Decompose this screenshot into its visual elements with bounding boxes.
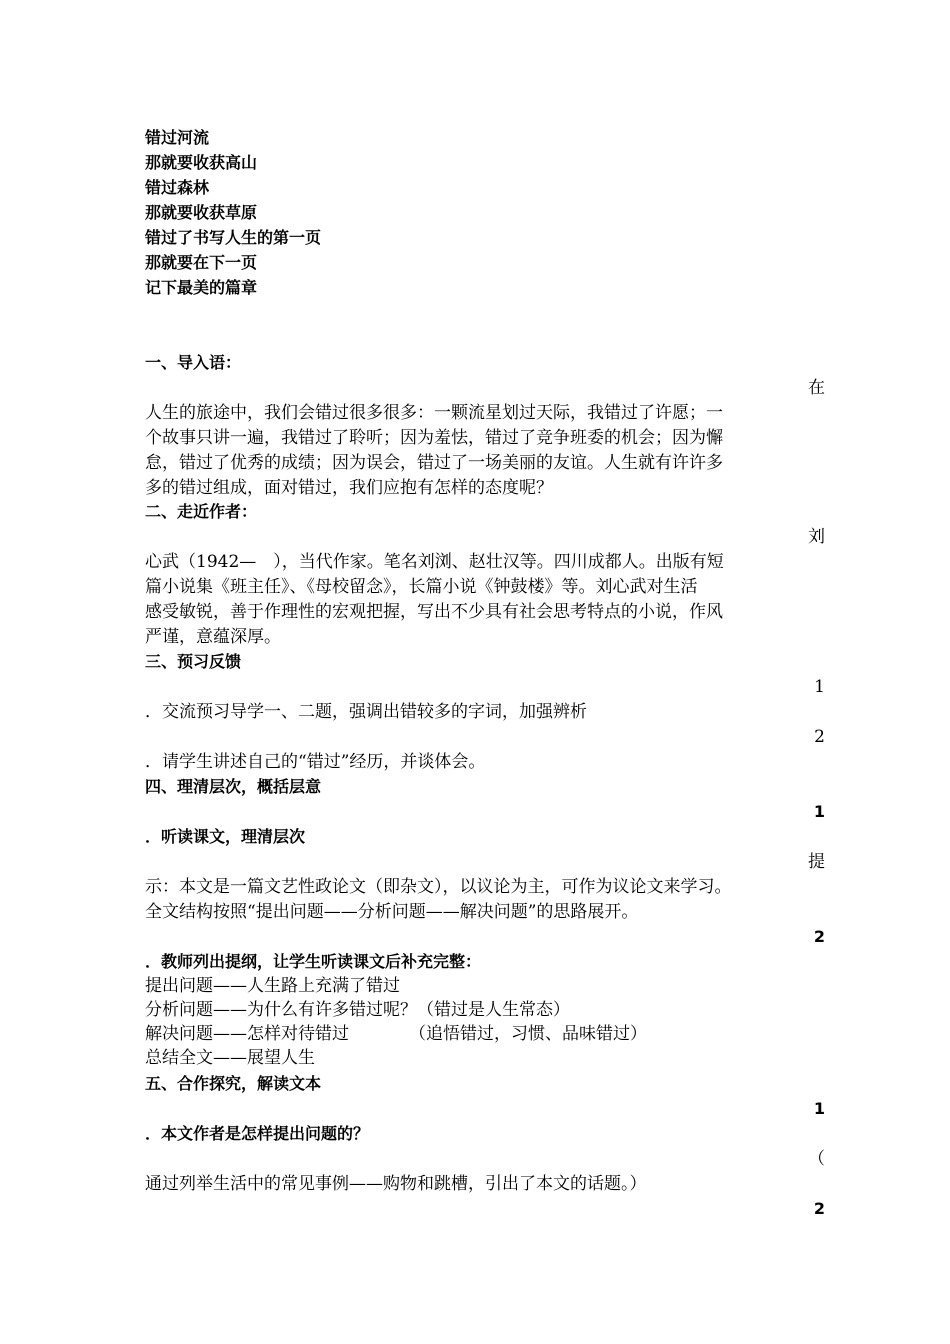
item-number: 2 <box>814 727 825 747</box>
list-item: ．听读课文，理清层次 <box>145 827 306 846</box>
item-number: 2 <box>813 927 825 946</box>
section-heading-explore: 五、合作探究，解读文本 <box>145 1074 322 1093</box>
item-number: 1 <box>813 1099 825 1118</box>
outline-line: 总结全文——展望人生 <box>145 1048 315 1068</box>
paragraph-line: 通过列举生活中的常见事例——购物和跳槽，引出了本文的话题。） <box>145 1174 647 1194</box>
poem-line: 那就要收获高山 <box>145 153 258 172</box>
poem-line: 错过了书写人生的第一页 <box>145 228 322 247</box>
paragraph-lead-char: 刘 <box>808 527 825 547</box>
section-heading-preview: 三、预习反馈 <box>145 652 242 671</box>
paragraph-line: 示：本文是一篇文艺性政论文（即杂文），以议论为主，可作为议论文来学习。 <box>145 877 732 897</box>
item-number: 1 <box>813 802 825 821</box>
paragraph-line: 篇小说集《班主任》、《母校留念》，长篇小说《钟鼓楼》等。刘心武对生活 <box>145 577 698 597</box>
paragraph-line: 感受敏锐，善于作理性的宏观把握，写出不少具有社会思考特点的小说，作风 <box>145 602 723 622</box>
poem-line: 错过森林 <box>145 178 210 197</box>
paragraph-line: 人生的旅途中，我们会错过很多很多：一颗流星划过天际，我错过了许愿；一 <box>145 403 723 423</box>
list-item: ．请学生讲述自己的“错过”经历，并谈体会。 <box>145 752 486 772</box>
section-heading-intro: 一、导入语： <box>145 353 242 372</box>
paragraph-line: 心武（1942— ），当代作家。笔名刘浏、赵壮汉等。四川成都人。出版有短 <box>145 552 724 572</box>
item-number: 2 <box>813 1199 825 1218</box>
outline-note: （追悟错过，习惯、品味错过） <box>409 1024 647 1044</box>
list-item: ．本文作者是怎样提出问题的？ <box>145 1124 370 1143</box>
item-number: 1 <box>814 677 825 697</box>
paragraph-lead-char: （ <box>808 1149 825 1169</box>
paragraph-line: 多的错过组成，面对错过，我们应抱有怎样的态度呢？ <box>145 478 553 498</box>
paragraph-lead-char: 提 <box>808 852 825 872</box>
paragraph-line: 怠，错过了优秀的成绩；因为误会，错过了一场美丽的友谊。人生就有许许多 <box>145 453 723 473</box>
poem-line: 记下最美的篇章 <box>145 278 258 297</box>
outline-line <box>145 1022 647 1046</box>
list-item: ．交流预习导学一、二题，强调出错较多的字词，加强辨析 <box>145 702 587 722</box>
outline-line: 分析问题——为什么有许多错过呢？（错过是人生常态） <box>145 1000 570 1020</box>
list-item: ．教师列出提纲，让学生听读课文后补充完整： <box>145 952 482 971</box>
paragraph-line: 全文结构按照“提出问题——分析问题——解决问题”的思路展开。 <box>145 902 639 922</box>
poem-line: 那就要收获草原 <box>145 203 258 222</box>
section-heading-structure: 四、理清层次，概括层意 <box>145 777 322 796</box>
outline-text: 解决问题——怎样对待错过 <box>145 1024 349 1044</box>
poem-line: 错过河流 <box>145 128 210 147</box>
outline-line: 提出问题——人生路上充满了错过 <box>145 976 400 996</box>
paragraph-line: 个故事只讲一遍，我错过了聆听；因为羞怯，错过了竞争班委的机会；因为懈 <box>145 428 723 448</box>
paragraph-lead-char: 在 <box>808 378 825 398</box>
paragraph-line: 严谨，意蕴深厚。 <box>145 627 281 647</box>
poem-line: 那就要在下一页 <box>145 253 258 272</box>
section-heading-author: 二、走近作者： <box>145 502 258 521</box>
